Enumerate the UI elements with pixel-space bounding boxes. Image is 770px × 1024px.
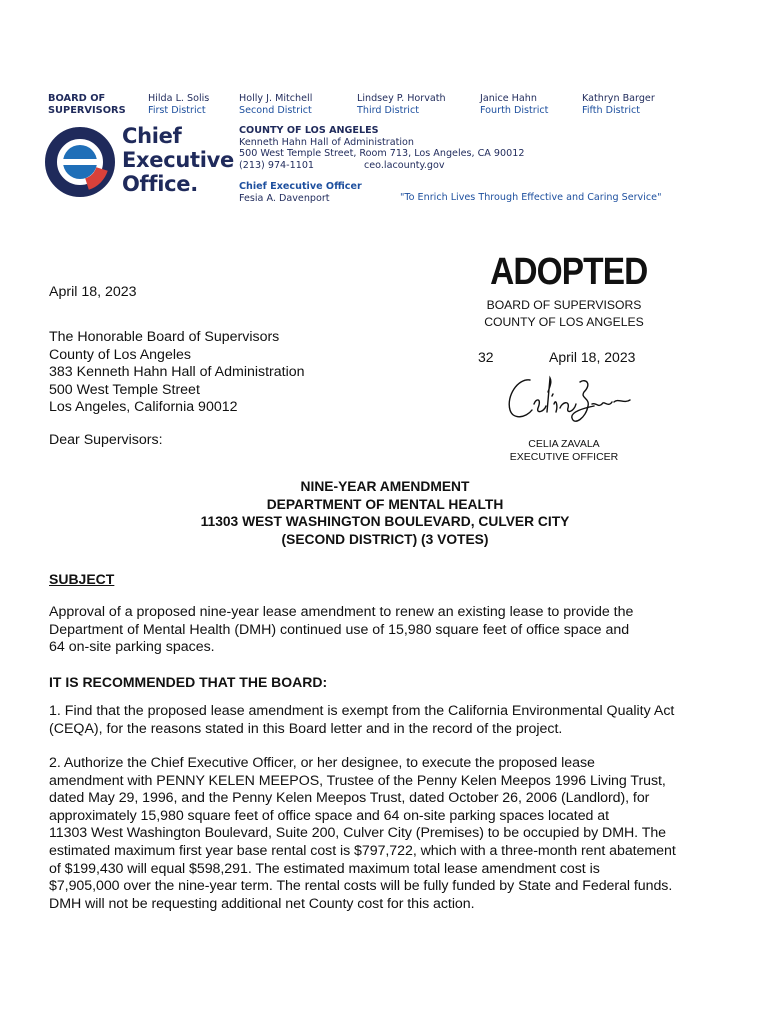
stamp-date: April 18, 2023: [549, 349, 636, 365]
supervisor-name: Kathryn Barger: [582, 93, 655, 104]
stamp-board: BOARD OF SUPERVISORS: [486, 298, 642, 312]
supervisor-name: Holly J. Mitchell: [239, 93, 313, 104]
title-line: 11303 WEST WASHINGTON BOULEVARD, CULVER CITY: [200, 514, 570, 529]
supervisor-name: Janice Hahn: [480, 93, 537, 104]
paragraph-line: 1. Find that the proposed lease amendment is exempt from the California Environmental Quality Act: [49, 703, 675, 719]
paragraph-line: DMH will not be requesting additional net County cost for this action.: [49, 895, 475, 912]
title-line: NINE-YEAR AMENDMENT: [300, 479, 470, 494]
county-name: COUNTY OF LOS ANGELES: [239, 125, 379, 136]
recipient-address: [49, 329, 305, 417]
ceo-block: [239, 181, 362, 204]
supervisor-name: Hilda L. Solis: [148, 93, 210, 104]
supervisor-district: Fourth District: [480, 104, 549, 116]
phone-number: (213) 974-1101: [239, 159, 315, 171]
board-label-line2: SUPERVISORS: [48, 104, 126, 116]
ceo-logo-text: [122, 124, 234, 196]
paragraph-line: amendment with PENNY KELEN MEEPOS, Trustee of the Penny Kelen Meepos 1996 Living Trust,: [49, 772, 666, 789]
signer-name: CELIA ZAVALA: [528, 438, 600, 450]
paragraph-line: Department of Mental Health (DMH) continued use of 15,980 square feet of office space and: [49, 621, 630, 638]
supervisor-district: Third District: [357, 104, 419, 116]
board-label: [48, 93, 126, 116]
supervisor-4: [480, 93, 548, 116]
recipient-line: County of Los Angeles: [49, 346, 191, 363]
supervisor-1: [148, 93, 209, 116]
website-link[interactable]: ceo.lacounty.gov: [364, 159, 445, 171]
logo-line1: Chief: [122, 124, 182, 148]
contact-line: [239, 160, 524, 172]
recipient-line: 383 Kenneth Hahn Hall of Administration: [49, 364, 305, 381]
logo-line3: Office.: [122, 172, 198, 196]
stamp-item-number: 32: [478, 349, 494, 365]
recipient-line: Los Angeles, California 90012: [49, 399, 238, 416]
motto: "To Enrich Lives Through Effective and Caring Service": [400, 192, 662, 203]
logo-line2: Executive: [122, 148, 235, 172]
county-address-block: [239, 125, 524, 171]
ceo-title: Chief Executive Officer: [239, 181, 362, 192]
paragraph-line: (CEQA), for the reasons stated in this Board letter and in the record of the project.: [49, 720, 563, 737]
paragraph-line: 11303 West Washington Boulevard, Suite 200, Culver City (Premises) to be occupied by DMH. The: [49, 825, 667, 842]
supervisor-district: Fifth District: [582, 104, 641, 116]
salutation: Dear Supervisors:: [49, 432, 163, 448]
paragraph-line: 64 on-site parking spaces.: [49, 639, 215, 656]
paragraph-line: of $199,430 will equal $598,291. The estimated maximum total lease amendment cost is: [49, 860, 600, 877]
supervisor-3: [357, 93, 446, 116]
stamp-county: COUNTY OF LOS ANGELES: [484, 315, 644, 329]
adopted-title: ADOPTED: [490, 251, 648, 293]
subject-paragraph: [49, 604, 633, 657]
ceo-logo-icon: [44, 126, 116, 198]
recommendation-item-2: [49, 755, 676, 913]
paragraph-line: dated May 29, 1996, and the Penny Kelen Meepos Trust, dated October 26, 2006 (Landlord), for: [49, 790, 650, 807]
signer-title: EXECUTIVE OFFICER: [509, 451, 619, 463]
street-address: 500 West Temple Street, Room 713, Los Angeles, CA 90012: [239, 148, 525, 159]
supervisor-district: Second District: [239, 104, 312, 116]
ceo-name: Fesia A. Davenport: [239, 192, 330, 204]
paragraph-line: Approval of a proposed nine-year lease amendment to renew an existing lease to provide the: [49, 604, 634, 620]
document-title: [35, 478, 735, 548]
recommendation-heading: IT IS RECOMMENDED THAT THE BOARD:: [49, 674, 328, 690]
paragraph-line: approximately 15,980 square feet of office space and 64 on-site parking spaces located at: [49, 807, 609, 824]
paragraph-line: 2. Authorize the Chief Executive Officer, or her designee, to execute the proposed lease: [49, 755, 595, 771]
recipient-line: 500 West Temple Street: [49, 381, 200, 398]
board-label-line1: BOARD OF: [48, 93, 106, 104]
title-line: DEPARTMENT OF MENTAL HEALTH: [266, 496, 504, 512]
supervisor-5: [582, 93, 655, 116]
subject-heading: SUBJECT: [49, 571, 115, 587]
title-line: (SECOND DISTRICT) (3 VOTES): [281, 531, 489, 547]
supervisor-2: [239, 93, 312, 116]
recipient-line: The Honorable Board of Supervisors: [49, 329, 280, 345]
signature-icon: [500, 368, 640, 434]
recommendation-item-1: [49, 703, 674, 738]
paragraph-line: estimated maximum first year base rental cost is $797,722, which with a three-month rent abatement: [49, 842, 676, 859]
supervisor-name: Lindsey P. Horvath: [357, 93, 446, 104]
supervisor-district: First District: [148, 104, 206, 116]
paragraph-line: $7,905,000 over the nine-year term. The rental costs will be fully funded by State and Federal funds.: [49, 878, 673, 895]
letter-date: April 18, 2023: [49, 284, 137, 300]
hall-name: Kenneth Hahn Hall of Administration: [239, 136, 414, 148]
